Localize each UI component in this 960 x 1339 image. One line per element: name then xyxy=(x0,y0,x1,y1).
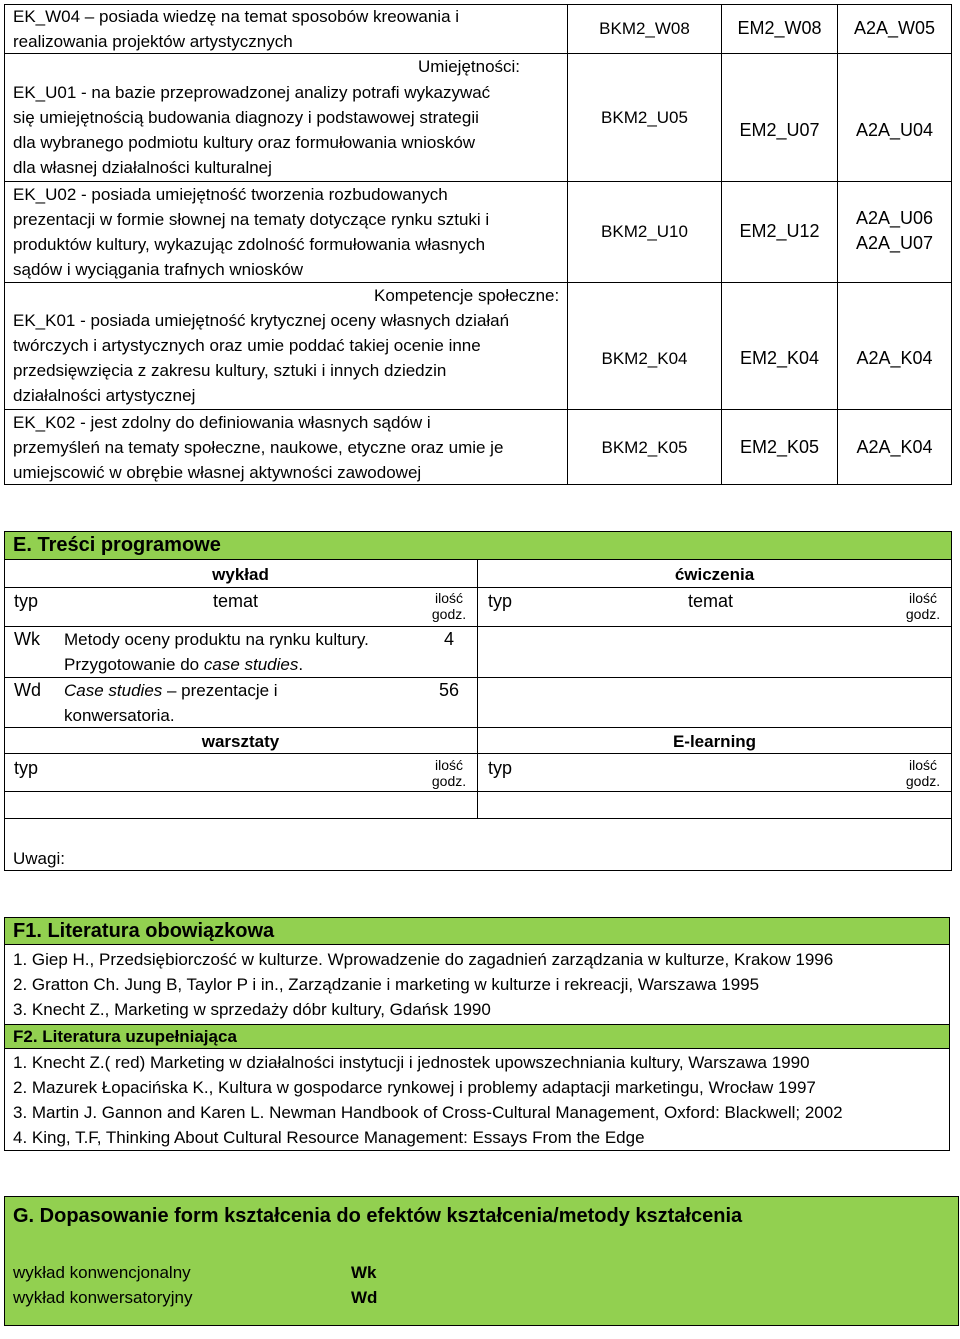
row-type: Wk xyxy=(14,629,40,649)
ek-u02-line: EK_U02 - posiada umiejętność tworzenia rozbudowanych xyxy=(13,185,448,204)
elearning-heading: E-learning xyxy=(672,732,757,751)
ek-u01-line: dla wybranego podmiotu kultury oraz formułowania wniosków xyxy=(13,133,476,152)
code-em-k04: EM2_K04 xyxy=(739,348,820,368)
exercises-col-topic: temat xyxy=(688,591,734,611)
code-bkm-u10: BKM2_U10 xyxy=(601,222,688,241)
code-a2a-u06: A2A_U06 xyxy=(855,208,934,228)
lecture-heading: wykład xyxy=(212,565,269,584)
ek-k02-line: przemyśleń na tematy społeczne, naukowe, etyczne oraz umie je xyxy=(13,438,504,457)
supplementary-item: 4. King, T.F, Thinking About Cultural Resource Management: Essays From the Edge xyxy=(13,1128,645,1147)
ek-k01-line: EK_K01 - posiada umiejętność krytycznej oceny własnych działań xyxy=(13,311,510,330)
code-a2a-u07: A2A_U07 xyxy=(855,233,934,253)
supplementary-item: 3. Martin J. Gannon and Karen L. Newman Handbook of Cross-Cultural Management, Oxford: Blackwell; 2002 xyxy=(13,1103,843,1122)
elearning-col-hours: ilość godz. xyxy=(905,757,941,789)
row-topic: Metody oceny produktu na rynku kultury. xyxy=(64,630,369,649)
forms-title: G. Dopasowanie form kształcenia do efektów kształcenia/metody kształcenia xyxy=(13,1205,743,1227)
form-code: Wk xyxy=(351,1263,377,1282)
code-bkm-k05: BKM2_K05 xyxy=(601,438,688,457)
workshops-col-hours: ilość godz. xyxy=(431,757,467,789)
row-topic: Case studies – prezentacje i xyxy=(64,681,278,700)
ek-u02-line: prezentacji w formie słownej na tematy dotyczące rynku sztuki i xyxy=(13,210,490,229)
exercises-heading: ćwiczenia xyxy=(674,565,755,584)
code-em-k05: EM2_K05 xyxy=(739,437,820,457)
code-a2a-k04: A2A_K04 xyxy=(856,437,933,457)
workshops-col-type: typ xyxy=(14,758,39,778)
code-bkm-u05: BKM2_U05 xyxy=(601,108,688,127)
ek-k01-line: przedsięwzięcia z zakresu kultury, sztuki i innych dziedzin xyxy=(13,361,447,380)
remarks-label: Uwagi: xyxy=(13,849,65,868)
required-item: 3. Knecht Z., Marketing w sprzedaży dóbr kultury, Gdańsk 1990 xyxy=(13,1000,491,1019)
required-title: F1. Literatura obowiązkowa xyxy=(13,920,275,942)
supplementary-title: F2. Literatura uzupełniająca xyxy=(13,1027,237,1046)
code-em-u12: EM2_U12 xyxy=(739,221,820,241)
form-name: wykład konwencjonalny xyxy=(13,1263,191,1282)
exercises-col-type: typ xyxy=(488,591,513,611)
ek-u01-line: się umiejętnością budowania diagnozy i podstawowej strategii xyxy=(13,108,479,127)
ek-u01-line: dla własnej działalności kulturalnej xyxy=(13,158,272,177)
required-item: 1. Giep H., Przedsiębiorczość w kulturze. Wprowadzenie do zagadnień zarządzania w kulturze, Krakow 1996 xyxy=(13,950,834,969)
row-hours: 4 xyxy=(444,629,455,649)
form-code: Wd xyxy=(351,1288,378,1307)
row-type: Wd xyxy=(14,680,41,700)
code-em-w08: EM2_W08 xyxy=(737,18,822,38)
ek-w04-line: realizowania projektów artystycznych xyxy=(13,32,293,51)
form-name: wykład konwersatoryjny xyxy=(13,1288,193,1307)
code-a2a-w05: A2A_W05 xyxy=(853,18,936,38)
code-bkm-k04: BKM2_K04 xyxy=(601,349,688,368)
lecture-col-hours: ilość godz. xyxy=(431,590,467,622)
required-item: 2. Gratton Ch. Jung B, Taylor P i in., Zarządzanie i marketing w kulturze i rekreacji, Warszawa 1995 xyxy=(13,975,760,994)
workshops-heading: warsztaty xyxy=(201,732,280,751)
ek-k01-line: działalności artystycznej xyxy=(13,386,196,405)
program-title: E. Treści programowe xyxy=(13,534,221,556)
ek-u02-line: sądów i wyciągania trafnych wniosków xyxy=(13,260,304,279)
competences-heading: Kompetencje społeczne: xyxy=(374,286,560,305)
ek-k01-line: twórczych i artystycznych oraz umie poddać takiej ocenie inne xyxy=(13,336,481,355)
code-em-u07: EM2_U07 xyxy=(739,120,820,140)
code-bkm-w08: BKM2_W08 xyxy=(599,19,690,38)
ek-k02-line: EK_K02 - jest zdolny do definiowania własnych sądów i xyxy=(13,413,431,432)
row-topic: Przygotowanie do case studies. xyxy=(64,655,304,674)
code-a2a-k04: A2A_K04 xyxy=(856,348,933,368)
ek-u02-line: produktów kultury, wykazując zdolność formułowania własnych xyxy=(13,235,486,254)
ek-u01-line: EK_U01 - na bazie przeprowadzonej analizy potrafi wykazywać xyxy=(13,83,491,102)
skills-heading: Umiejętności: xyxy=(418,57,521,76)
lecture-col-type: typ xyxy=(14,591,39,611)
elearning-col-type: typ xyxy=(488,758,513,778)
lecture-col-topic: temat xyxy=(213,591,259,611)
ek-w04-line: EK_W04 – posiada wiedzę na temat sposobów kreowania i xyxy=(13,7,460,26)
row-topic: konwersatoria. xyxy=(64,706,175,725)
exercises-col-hours: ilość godz. xyxy=(905,590,941,622)
ek-k02-line: umiejscowić w obrębie własnej aktywności zawodowej xyxy=(13,463,422,482)
supplementary-item: 1. Knecht Z.( red) Marketing w działalności instytucji i jednostek upowszechniania kultury, Warszawa 1990 xyxy=(13,1053,810,1072)
row-hours: 56 xyxy=(439,680,460,700)
supplementary-item: 2. Mazurek Łopacińska K., Kultura w gospodarce rynkowej i problemy adaptacji marketingu, Wrocław 1997 xyxy=(13,1078,816,1097)
code-a2a-u04: A2A_U04 xyxy=(855,120,934,140)
